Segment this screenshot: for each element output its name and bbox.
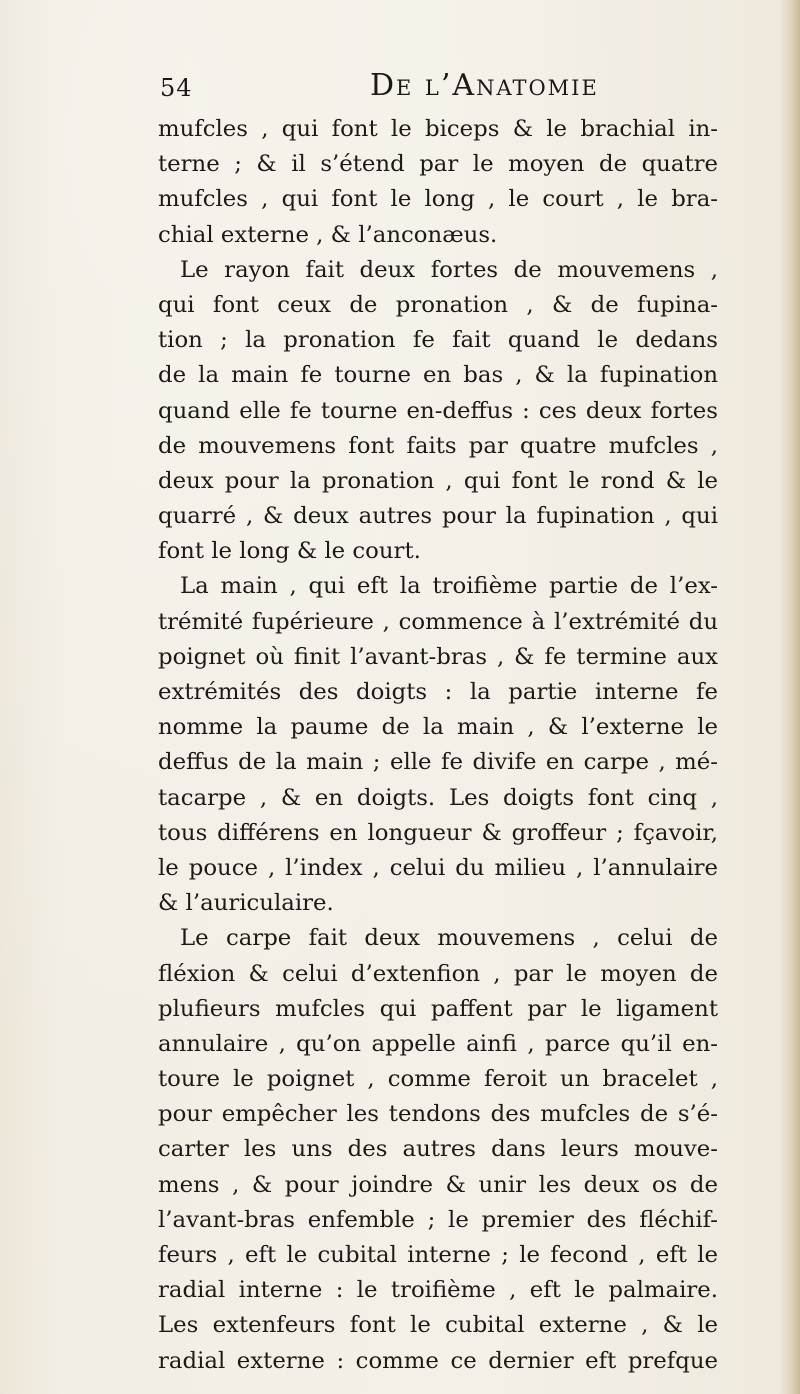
page-header	[160, 68, 780, 108]
text-line: poignet où finit l’avant-bras , & fe termine aux	[158, 643, 718, 670]
text-line: extrémités des doigts : la partie interne fe	[158, 679, 718, 705]
text-line: l’avant-bras enfemble ; le premier des fléchif-	[158, 1206, 718, 1233]
text-line: Le rayon fait deux fortes de mouvemens ,	[180, 256, 718, 283]
running-head: De l’Anatomie	[370, 68, 599, 103]
text-line: de la main fe tourne en bas , & la fupination	[158, 362, 718, 389]
text-line: pour empêcher les tendons des mufcles de s’é-	[158, 1101, 718, 1128]
text-line: qui font ceux de pronation , & de fupina-	[158, 291, 718, 318]
text-line: radial interne : le troifième , eft le palmaire.	[158, 1277, 718, 1304]
text-line: Les extenfeurs font le cubital externe , & le	[158, 1312, 718, 1339]
text-line: chial externe , & l’anconæus.	[158, 221, 498, 248]
text-line: fléxion & celui d’extenfion , par le moyen de	[158, 960, 718, 987]
text-line: deux pour la pronation , qui font le rond & le	[158, 467, 718, 494]
text-line: La main , qui eft la troifième partie de l’ex-	[180, 573, 718, 600]
text-line: toure le poignet , comme feroit un bracelet ,	[158, 1066, 718, 1093]
page-number: 54	[160, 74, 193, 102]
paragraph-1	[158, 112, 718, 253]
text-line: nomme la paume de la main , & l’externe le	[158, 714, 718, 741]
body-text	[158, 112, 718, 1379]
text-line: font le long & le court.	[158, 538, 421, 565]
text-line: mens , & pour joindre & unir les deux os de	[158, 1171, 718, 1198]
text-line: carter les uns des autres dans leurs mouve-	[158, 1136, 718, 1163]
text-line: le pouce , l’index , celui du milieu , l’annulaire	[158, 854, 718, 881]
text-line: mufcles , qui font le biceps & le brachial in-	[158, 116, 718, 142]
text-line: tous différens en longueur & groffeur ; fçavoir,	[158, 819, 718, 846]
text-line: de mouvemens font faits par quatre mufcles ,	[158, 432, 718, 459]
text-line: quand elle fe tourne en-deffus : ces deux fortes	[158, 397, 718, 424]
text-line: feurs , eft le cubital interne ; le fecond , eft le	[158, 1242, 718, 1268]
text-line: Le carpe fait deux mouvemens , celui de	[180, 925, 718, 952]
text-line: quarré , & deux autres pour la fupination , qui	[158, 503, 718, 530]
text-line: trémité fupérieure , commence à l’extrémité du	[158, 608, 718, 635]
paragraph-3	[158, 569, 718, 921]
text-line: & l’auriculaire.	[158, 890, 334, 917]
paragraph-4	[158, 921, 718, 1378]
text-line: tacarpe , & en doigts. Les doigts font cinq ,	[158, 784, 718, 811]
text-line: mufcles , qui font le long , le court , le bra-	[158, 186, 718, 213]
page-edge-shadow	[778, 0, 800, 1394]
text-line: radial externe : comme ce dernier eft prefque	[158, 1347, 718, 1374]
text-line: tion ; la pronation fe fait quand le dedans	[158, 327, 718, 354]
paragraph-2	[158, 253, 718, 570]
text-line: terne ; & il s’étend par le moyen de quatre	[158, 151, 718, 178]
text-line: deffus de la main ; elle fe divife en carpe , mé-	[158, 749, 718, 776]
text-line: annulaire , qu’on appelle ainfi , parce qu’il en-	[158, 1030, 718, 1057]
text-line: plufieurs mufcles qui paffent par le ligament	[158, 995, 718, 1022]
